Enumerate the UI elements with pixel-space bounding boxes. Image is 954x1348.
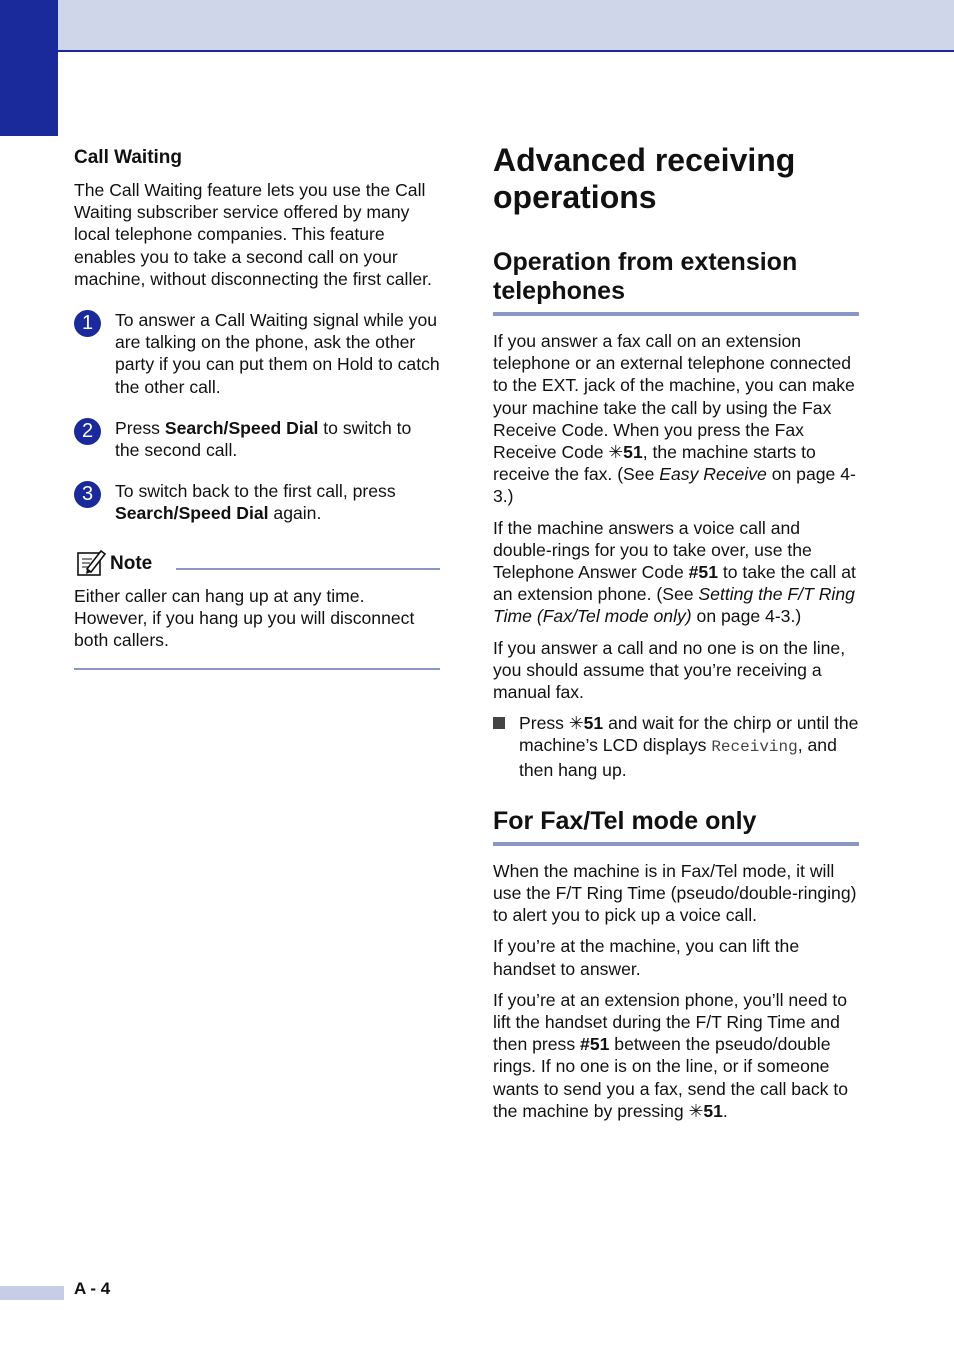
extension-paragraph-2: If the machine answers a voice call and double-rings for you to take over, use the Telephone Answer Code #51 to take the call at an extension phone. (See Setting the F/T Ring Time (Fax/Tel mode only) on page 4-3.)	[493, 517, 856, 627]
page-title: Advanced receiving operations	[493, 142, 796, 215]
bullet-item	[493, 712, 859, 781]
left-column	[74, 146, 440, 670]
star-key-icon: ✳	[688, 1100, 704, 1121]
section-heading-fax-tel: For Fax/Tel mode only	[493, 807, 859, 846]
note-text: Either caller can hang up at any time. However, if you hang up you will disconnect both callers.	[74, 585, 415, 651]
note-end-divider	[74, 668, 440, 670]
extension-paragraph-1: If you answer a fax call on an extension telephone or an external telephone connected to the EXT. jack of the machine, you can make your machine take the call by using the Fax Receive Code. When you press the Fax Receive Code ✳51, the machine starts to receive the fax. (See Easy Receive on page 4-3.)	[493, 331, 856, 507]
footer-bar	[0, 1286, 64, 1300]
note-header	[74, 547, 440, 581]
step-number-2: 2	[74, 418, 101, 445]
chapter-tab	[0, 0, 58, 136]
fax-tel-paragraph-3: If you’re at an extension phone, you’ll need to lift the handset during the F/T Ring Time and then press #51 between the pseudo/double rings. If no one is on the line, or if someone wants to send you a fax, send the call back to the machine by pressing ✳51.	[493, 989, 849, 1121]
note-divider	[176, 568, 440, 570]
step-2-text: Press Search/Speed Dial to switch to the second call.	[115, 417, 412, 461]
header-band	[0, 0, 954, 52]
search-speed-dial-key: Search/Speed Dial	[164, 417, 319, 438]
extension-paragraph-3: If you answer a call and no one is on the line, you should assume that you’re receiving a manual fax.	[493, 637, 846, 703]
section-heading-extension: Operation from extension telephones	[493, 248, 859, 316]
step-number-3: 3	[74, 481, 101, 508]
square-bullet-icon	[493, 717, 505, 729]
star-key-icon: ✳	[568, 713, 584, 734]
step-3-text: To switch back to the first call, press Search/Speed Dial again.	[115, 481, 396, 524]
step-3	[74, 480, 440, 524]
page-number: A - 4	[74, 1279, 111, 1298]
note-pencil-icon	[76, 547, 106, 577]
step-number-1: 1	[74, 310, 101, 337]
search-speed-dial-key: Search/Speed Dial	[115, 503, 269, 524]
lcd-message: Receiving	[711, 738, 798, 757]
call-waiting-heading: Call Waiting	[74, 147, 183, 168]
fax-tel-paragraph-2: If you’re at the machine, you can lift the handset to answer.	[493, 936, 800, 979]
step-1	[74, 309, 440, 398]
bullet-text: Press ✳51 and wait for the chirp or until the machine’s LCD displays Receiving, and then hang up.	[519, 713, 859, 780]
note-label: Note	[110, 552, 153, 574]
right-column	[493, 142, 859, 1122]
star-key-icon: ✳	[608, 442, 624, 463]
call-waiting-intro: The Call Waiting feature lets you use the Call Waiting subscriber service offered by many local telephone companies. This feature enables you to take a second call on your machine, without disconnecting the first caller.	[74, 180, 432, 289]
step-2	[74, 417, 440, 461]
fax-tel-paragraph-1: When the machine is in Fax/Tel mode, it will use the F/T Ring Time (pseudo/double-ringing) to alert you to pick up a voice call.	[493, 860, 857, 926]
step-1-text: To answer a Call Waiting signal while you are talking on the phone, ask the other party if you can put them on Hold to catch the other call.	[115, 310, 440, 397]
